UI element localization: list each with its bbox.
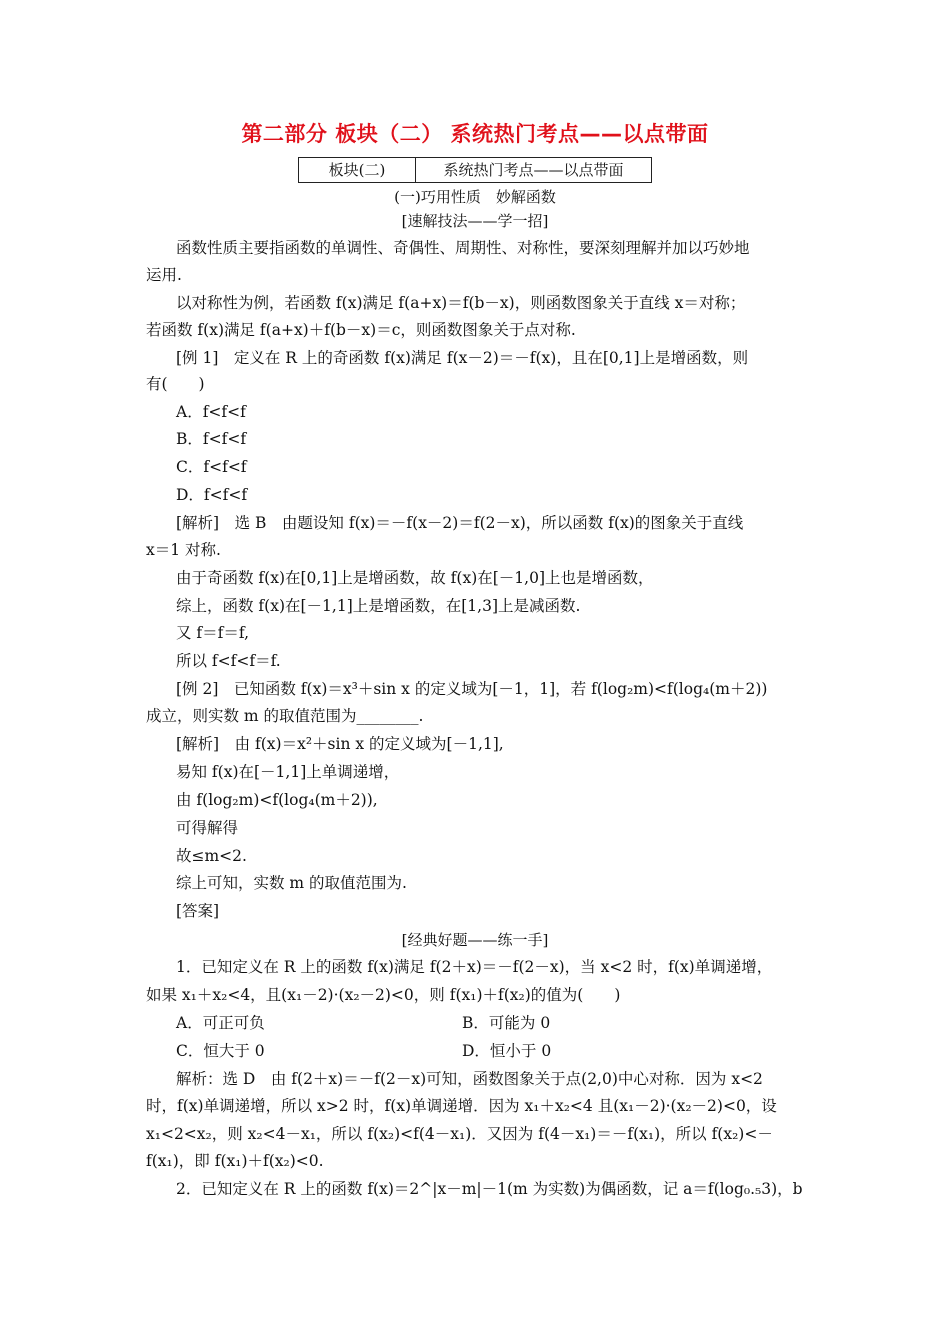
solution-1-line-6: 所以 f<f<f＝f. <box>176 652 281 670</box>
example-1-option-a: A．f<f<f <box>176 403 246 421</box>
band-right-cell: 系统热门考点——以点带面 <box>443 161 624 179</box>
question-1-option-c: C．恒大于 0 <box>176 1042 265 1060</box>
section-2-heading: [经典好题——练一手] <box>401 931 549 949</box>
answer-1-line-3: x₁<2<x₂，则 x₂<4－x₁，所以 f(x₂)<f(4－x₁)．又因为 f(4－x₁)＝－f(x₁)，所以 f(x₂)<－ <box>146 1125 773 1143</box>
intro-line-4: 若函数 f(x)满足 f(a+x)＋f(b－x)＝c，则函数图象关于点对称. <box>146 321 576 339</box>
intro-line-2: 运用. <box>146 266 182 284</box>
answer-1-line-4: f(x₁)，即 f(x₁)＋f(x₂)<0. <box>146 1152 324 1170</box>
solution-2-line-2: 易知 f(x)在[－1,1]上单调递增， <box>176 763 400 781</box>
example-1-line-2: 有( ) <box>146 375 205 393</box>
page-title: 第二部分 板块（二） 系统热门考点——以点带面 <box>241 122 709 146</box>
solution-2-line-1: [解析] 由 f(x)＝x²＋sin x 的定义域为[－1,1], <box>176 735 504 753</box>
band-left-cell: 板块(二) <box>299 158 416 182</box>
question-2-line-1: 2．已知定义在 R 上的函数 f(x)＝2^|x－m|－1(m 为实数)为偶函数，记 a＝f(log₀.₅3)，b <box>176 1180 803 1198</box>
example-1-option-d: D．f<f<f <box>176 486 248 504</box>
intro-line-1: 函数性质主要指函数的单调性、奇偶性、周期性、对称性，要深刻理解并加以巧妙地 <box>176 239 750 257</box>
question-1-line-2: 如果 x₁＋x₂<4，且(x₁－2)·(x₂－2)<0，则 f(x₁)＋f(x₂)的值为( ) <box>146 986 621 1004</box>
example-1-line-1: [例 1] 定义在 R 上的奇函数 f(x)满足 f(x－2)＝－f(x)，且在[0,1]上是增函数，则 <box>176 349 749 367</box>
solution-1-line-5: 又 f＝f＝f, <box>176 624 250 642</box>
solution-2-line-5: 故≤m<2. <box>176 847 247 865</box>
answer-1-line-1: 解析：选 D 由 f(2＋x)＝－f(2－x)可知，函数图象关于点(2,0)中心对称．因为 x<2 <box>176 1070 763 1088</box>
intro-line-3: 以对称性为例，若函数 f(x)满足 f(a+x)＝f(b－x)，则函数图象关于直线 x＝对称； <box>176 294 746 312</box>
example-2-line-2: 成立，则实数 m 的取值范围为________. <box>146 707 424 725</box>
question-1-option-d: D．恒小于 0 <box>462 1042 552 1060</box>
solution-1-line-3: 由于奇函数 f(x)在[0,1]上是增函数，故 f(x)在[－1,0]上也是增函数， <box>176 569 654 587</box>
solution-2-line-4: 可得解得 <box>176 819 239 837</box>
solution-1-line-1: [解析] 选 B 由题设知 f(x)＝－f(x－2)＝f(2－x)，所以函数 f(x)的图象关于直线 <box>176 514 744 532</box>
solution-2-line-3: 由 f(log₂m)<f(log₄(m＋2)), <box>176 791 378 809</box>
solution-1-line-2: x＝1 对称. <box>146 541 221 559</box>
solution-2-line-6: 综上可知，实数 m 的取值范围为. <box>176 874 407 892</box>
section-subheading: [速解技法——学一招] <box>401 212 549 230</box>
example-2-line-1: [例 2] 已知函数 f(x)＝x³＋sin x 的定义域为[－1，1]，若 f(log₂m)<f(log₄(m＋2)) <box>176 680 768 698</box>
question-1-option-b: B．可能为 0 <box>462 1014 551 1032</box>
section-band-table <box>298 157 652 183</box>
question-1-option-a: A．可正可负 <box>176 1014 265 1032</box>
example-1-option-b: B．f<f<f <box>176 430 247 448</box>
solution-1-line-4: 综上，函数 f(x)在[－1,1]上是增函数，在[1,3]上是减函数. <box>176 597 581 615</box>
solution-2-answer: [答案] <box>176 902 220 920</box>
question-1-line-1: 1．已知定义在 R 上的函数 f(x)满足 f(2＋x)＝－f(2－x)，当 x<2 时，f(x)单调递增， <box>176 958 773 976</box>
answer-1-line-2: 时，f(x)单调递增，所以 x>2 时，f(x)单调递增．因为 x₁＋x₂<4 且(x₁－2)·(x₂－2)<0，设 <box>146 1097 777 1115</box>
example-1-option-c: C．f<f<f <box>176 458 247 476</box>
section-heading: (一)巧用性质 妙解函数 <box>394 188 556 206</box>
